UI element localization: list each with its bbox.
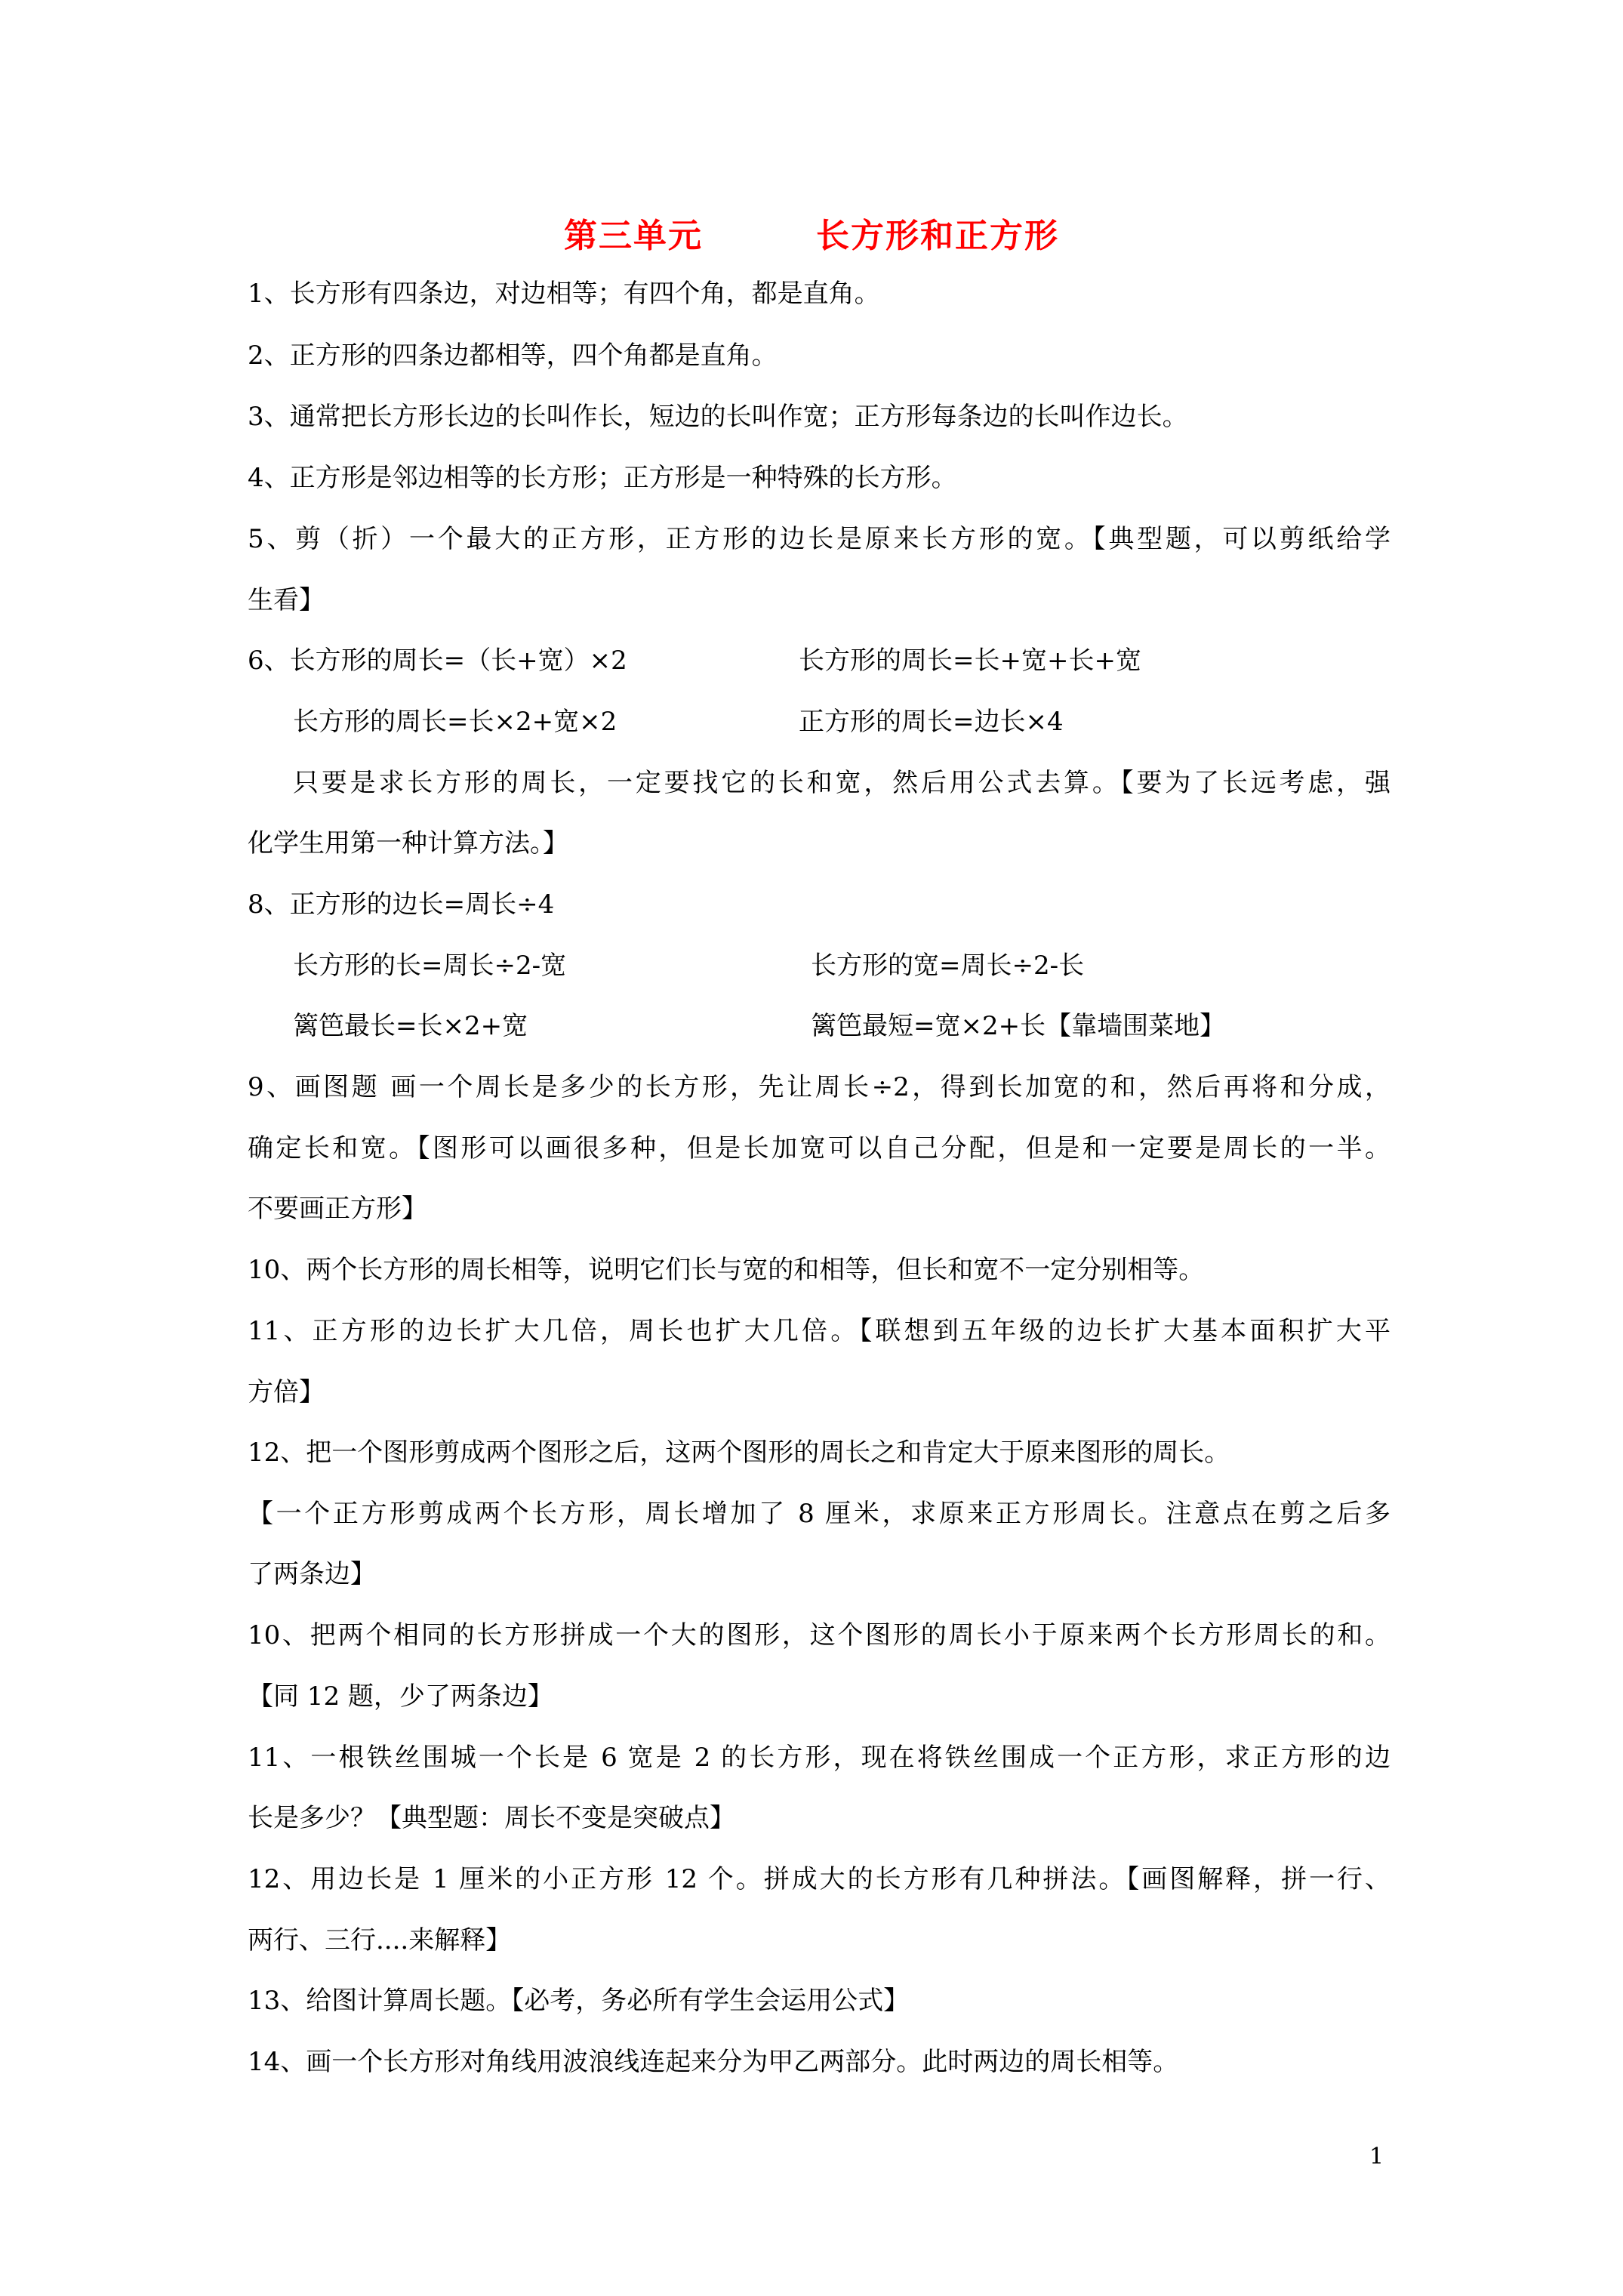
text-line: 化学生用第一种计算方法。】 (248, 828, 568, 858)
formula-line: 篱笆最长=长×2+宽 (293, 1011, 528, 1041)
formula-line: 8、正方形的边长=周长÷4 (248, 889, 555, 920)
text-line: 5、剪（折）一个最大的正方形，正方形的边长是原来长方形的宽。【典型题，可以剪纸给学 (248, 524, 1390, 554)
text-line: 12、把一个图形剪成两个图形之后，这两个图形的周长之和肯定大于原来图形的周长。 (248, 1438, 1230, 1468)
text-line: 不要画正方形】 (248, 1194, 427, 1224)
text-line: 了两条边】 (248, 1559, 376, 1589)
formula-line: 篱笆最短=宽×2+长【靠墙围菜地】 (811, 1011, 1226, 1041)
formula-line: 长方形的周长=长×2+宽×2 (293, 707, 617, 737)
text-line: 1、长方形有四条边，对边相等；有四个角，都是直角。 (248, 279, 880, 309)
text-line: 4、正方形是邻边相等的长方形；正方形是一种特殊的长方形。 (248, 463, 957, 493)
text-line: 方倍】 (248, 1377, 325, 1407)
text-line: 10、两个长方形的周长相等，说明它们长与宽的和相等，但长和宽不一定分别相等。 (248, 1255, 1205, 1285)
text-line: 【一个正方形剪成两个长方形，周长增加了 8 厘米，求原来正方形周长。注意点在剪之后多 (248, 1499, 1390, 1529)
title-topic: 长方形和正方形 (816, 217, 1059, 255)
formula-line: 正方形的周长=边长×4 (799, 707, 1064, 737)
text-line: 两行、三行....来解释】 (248, 1925, 512, 1955)
formula-line: 长方形的周长=长+宽+长+宽 (799, 646, 1141, 676)
text-line: 只要是求长方形的周长，一定要找它的长和宽，然后用公式去算。【要为了长远考虑，强 (293, 768, 1390, 798)
text-line: 12、用边长是 1 厘米的小正方形 12 个。拼成大的长方形有几种拼法。【画图解释，拼一行、 (248, 1864, 1390, 1894)
formula-line: 长方形的宽=周长÷2-长 (811, 951, 1085, 981)
formula-line: 长方形的长=周长÷2-宽 (293, 951, 567, 981)
text-line: 【同 12 题，少了两条边】 (248, 1681, 553, 1712)
text-line: 2、正方形的四条边都相等，四个角都是直角。 (248, 341, 778, 371)
text-line: 3、通常把长方形长边的长叫作长，短边的长叫作宽；正方形每条边的长叫作边长。 (248, 402, 1188, 432)
text-line: 10、把两个相同的长方形拼成一个大的图形，这个图形的周长小于原来两个长方形周长的和。 (248, 1620, 1390, 1650)
text-line: 确定长和宽。【图形可以画很多种，但是长加宽可以自己分配，但是和一定要是周长的一半。 (248, 1133, 1390, 1163)
formula-line: 6、长方形的周长=（长+宽）×2 (248, 646, 627, 676)
text-line: 长是多少？【典型题：周长不变是突破点】 (248, 1803, 735, 1833)
text-line: 11、正方形的边长扩大几倍，周长也扩大几倍。【联想到五年级的边长扩大基本面积扩大平 (248, 1316, 1390, 1346)
text-line: 11、一根铁丝围城一个长是 6 宽是 2 的长方形，现在将铁丝围成一个正方形，求正方形的边 (248, 1743, 1390, 1773)
title-unit: 第三单元 (564, 217, 703, 255)
page-number: 1 (1369, 2143, 1384, 2170)
text-line: 14、画一个长方形对角线用波浪线连起来分为甲乙两部分。此时两边的周长相等。 (248, 2047, 1179, 2077)
text-line: 13、给图计算周长题。【必考，务必所有学生会运用公式】 (248, 1986, 910, 2016)
text-line: 生看】 (248, 585, 325, 615)
page-title (0, 208, 1623, 257)
text-line: 9、画图题 画一个周长是多少的长方形，先让周长÷2，得到长加宽的和，然后再将和分成， (248, 1072, 1390, 1102)
